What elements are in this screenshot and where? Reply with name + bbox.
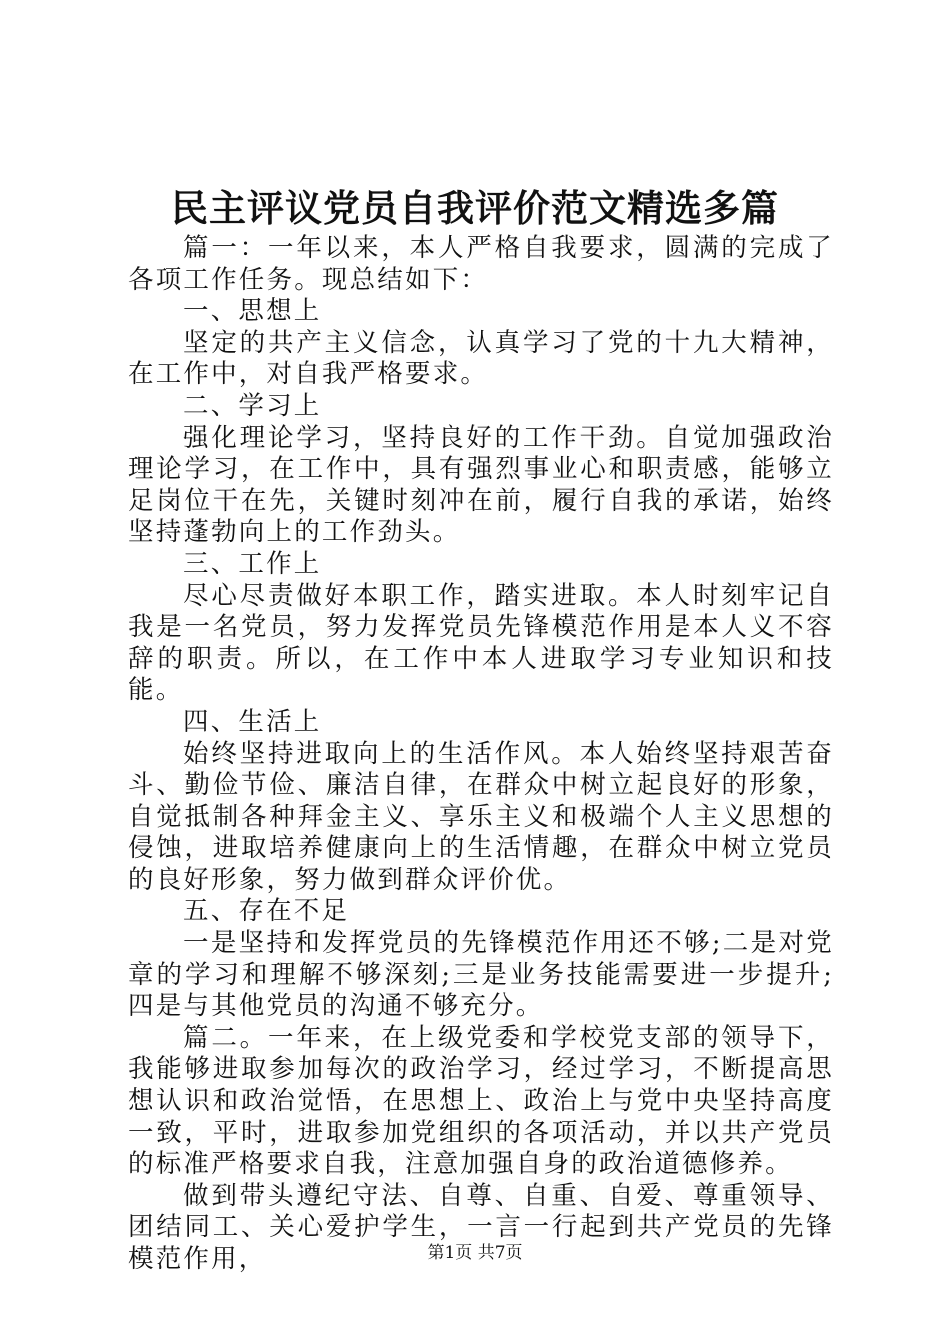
document-body (128, 233, 834, 1276)
paragraph-life: 始终坚持进取向上的生活作风。本人始终坚持艰苦奋斗、勤俭节俭、廉洁自律，在群众中树立起良好的形象，自觉抵制各种拜金主义、享乐主义和极端个人主义思想的侵蚀，进取培养健康向上的生活情趣，在群众中树立党员的良好形象，努力做到群众评价优。 (128, 738, 834, 895)
section-heading-study: 二、学习上 (183, 390, 322, 421)
section-heading-thought: 一、思想上 (183, 296, 322, 327)
paragraph-part-two: 篇二。一年来，在上级党委和学校党支部的领导下，我能够进取参加每次的政治学习，经过学习，不断提高思想认识和政治觉悟，在思想上、政治上与党中央坚持高度一致，平时，进取参加党组织的各项活动，并以共产党员的标准严格要求自我，注意加强自身的政治道德修养。 (128, 1022, 834, 1180)
paragraph-thought: 坚定的共产主义信念，认真学习了党的十九大精神，在工作中，对自我严格要求。 (128, 327, 834, 390)
section-heading-shortcomings: 五、存在不足 (183, 896, 350, 927)
paragraph-intro: 篇一：一年以来，本人严格自我要求，圆满的完成了各项工作任务。现总结如下： (128, 233, 834, 295)
paragraph-conduct: 做到带头遵纪守法、自尊、自重、自爱、尊重领导、团结同工、关心爱护学生，一言一行起到共产党员的先锋模范作用， (128, 1180, 834, 1274)
document-title: 民主评议党员自我评价范文精选多篇 (171, 186, 779, 230)
page-number-footer: 第1页 共7页 (427, 1243, 523, 1263)
paragraph-shortcomings: 一是坚持和发挥党员的先锋模范作用还不够;二是对党章的学习和理解不够深刻;三是业务技能需要进一步提升;四是与其他党员的沟通不够充分。 (128, 928, 834, 1022)
paragraph-work: 尽心尽责做好本职工作，踏实进取。本人时刻牢记自我是一名党员，努力发挥党员先锋模范作用是本人义不容辞的职责。所以，在工作中本人进取学习专业知识和技能。 (128, 580, 834, 706)
paragraph-study: 强化理论学习，坚持良好的工作干劲。自觉加强政治理论学习，在工作中，具有强烈事业心和职责感，能够立足岗位干在先，关键时刻冲在前，履行自我的承诺，始终坚持蓬勃向上的工作劲头。 (128, 422, 834, 548)
section-heading-work: 三、工作上 (183, 548, 322, 579)
section-heading-life: 四、生活上 (183, 706, 322, 737)
